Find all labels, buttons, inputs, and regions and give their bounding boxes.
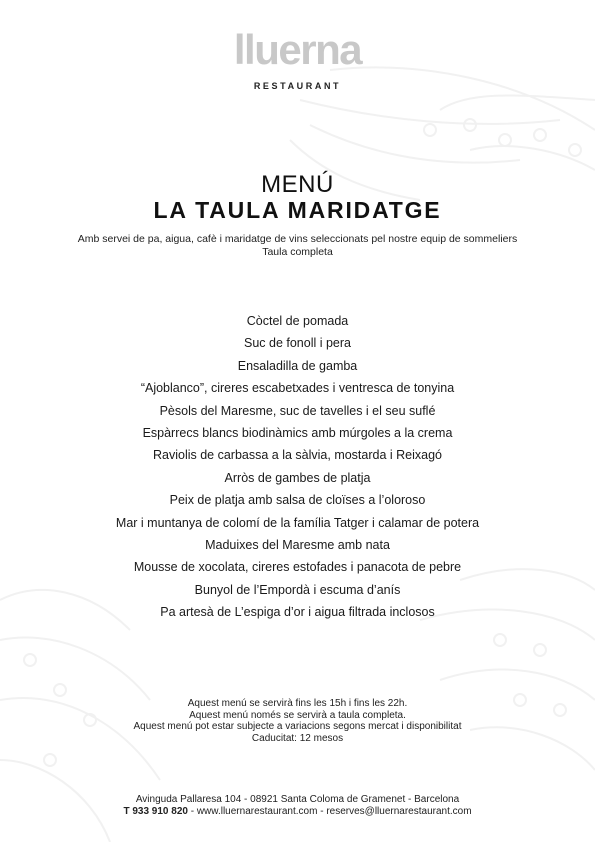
brand-tagline: RESTAURANT bbox=[253, 81, 342, 91]
note-line: Aquest menú només se servirà a taula completa. bbox=[189, 709, 406, 721]
list-item: Espàrrecs blancs biodinàmics amb múrgoles a la crema bbox=[142, 426, 453, 441]
menu-notes bbox=[0, 698, 595, 744]
footer-web-email: - www.lluernarestaurant.com - reserves@lluernarestaurant.com bbox=[187, 806, 472, 817]
menu-title: MENÚ bbox=[261, 171, 334, 198]
dish-list bbox=[0, 310, 595, 624]
list-item: Còctel de pomada bbox=[246, 314, 349, 328]
list-item: Mousse de xocolata, cireres estofades i panacota de pebre bbox=[133, 560, 462, 575]
list-item: “Ajoblanco”, cireres escabetxades i ventresca de tonyina bbox=[140, 381, 455, 396]
list-item: Arròs de gambes de platja bbox=[224, 470, 371, 485]
menu-name: LA TAULA MARIDATGE bbox=[153, 197, 442, 223]
list-item: Ensaladilla de gamba bbox=[237, 358, 358, 373]
note-line: Aquest menú se servirà fins les 15h i fins les 22h. bbox=[187, 698, 408, 709]
list-item: Bunyol de l’Empordà i escuma d’anís bbox=[194, 582, 401, 597]
list-item: Raviolis de carbassa a la sàlvia, mostarda i Reixagó bbox=[152, 448, 443, 463]
note-line: Aquest menú pot estar subjecte a variacions segons mercat i disponibilitat bbox=[133, 721, 462, 732]
menu-subtitle: Amb servei de pa, aigua, cafè i maridatge de vins seleccionats pel nostre equip de sommeliers bbox=[77, 233, 518, 245]
list-item: Pa artesà de L’espiga d’or i aigua filtrada inclosos bbox=[160, 605, 435, 620]
list-item: Suc de fonoll i pera bbox=[243, 336, 351, 351]
footer-contact bbox=[0, 806, 595, 818]
menu-subtitle-2: Taula completa bbox=[262, 246, 333, 258]
list-item: Pèsols del Maresme, suc de tavelles i el seu suflé bbox=[159, 403, 436, 418]
footer-phone: T 933 910 820 bbox=[123, 806, 188, 817]
note-line: Caducitat: 12 mesos bbox=[251, 732, 344, 744]
list-item: Maduixes del Maresme amb nata bbox=[205, 538, 390, 553]
list-item: Peix de platja amb salsa de cloïses a l’oloroso bbox=[169, 493, 426, 508]
brand-logo: lluerna bbox=[233, 26, 362, 73]
list-item: Mar i muntanya de colomí de la família Tatger i calamar de potera bbox=[115, 515, 480, 530]
footer-address: Avinguda Pallaresa 104 - 08921 Santa Coloma de Gramenet - Barcelona bbox=[135, 794, 460, 805]
